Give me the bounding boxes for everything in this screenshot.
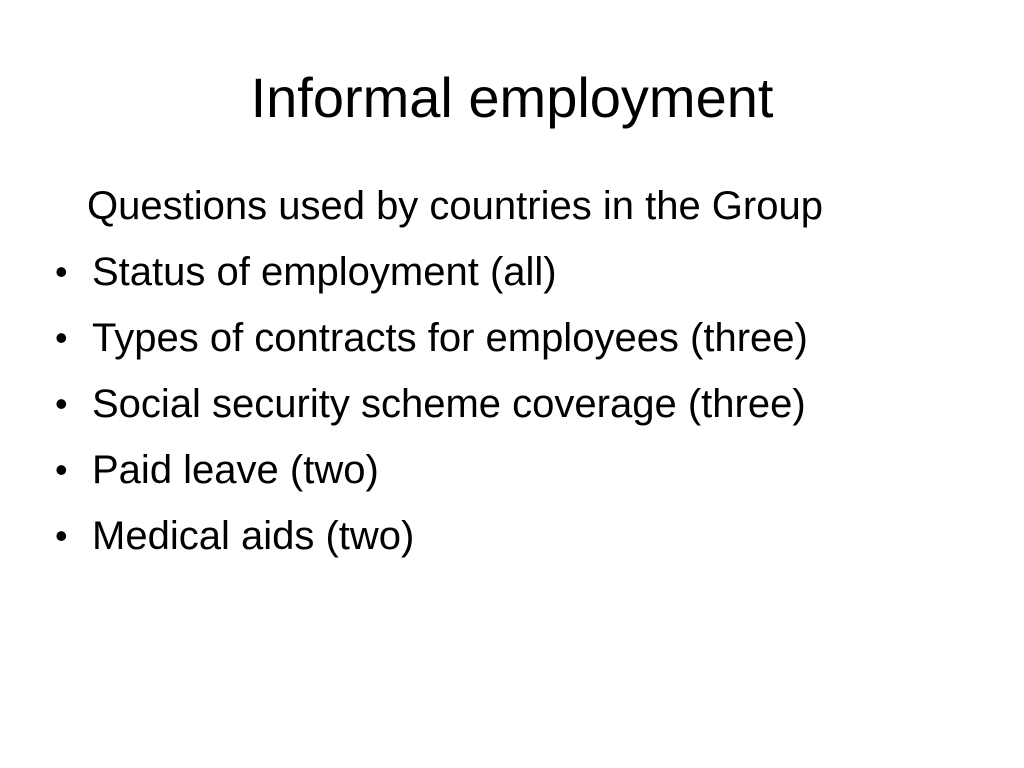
bullet-text: Types of contracts for employees (three): [92, 316, 808, 360]
bullet-text: Social security scheme coverage (three): [92, 382, 806, 426]
bullet-icon: •: [55, 449, 68, 490]
bullet-text: Medical aids (two): [92, 514, 415, 558]
slide-subtitle: Questions used by countries in the Group: [87, 184, 823, 228]
bullet-icon: •: [55, 251, 68, 292]
bullet-text: Status of employment (all): [92, 250, 557, 294]
slide-title: Informal employment: [250, 66, 774, 129]
bullet-icon: •: [55, 515, 68, 556]
bullet-icon: •: [55, 383, 68, 424]
bullet-icon: •: [55, 317, 68, 358]
bullet-text: Paid leave (two): [92, 448, 379, 492]
